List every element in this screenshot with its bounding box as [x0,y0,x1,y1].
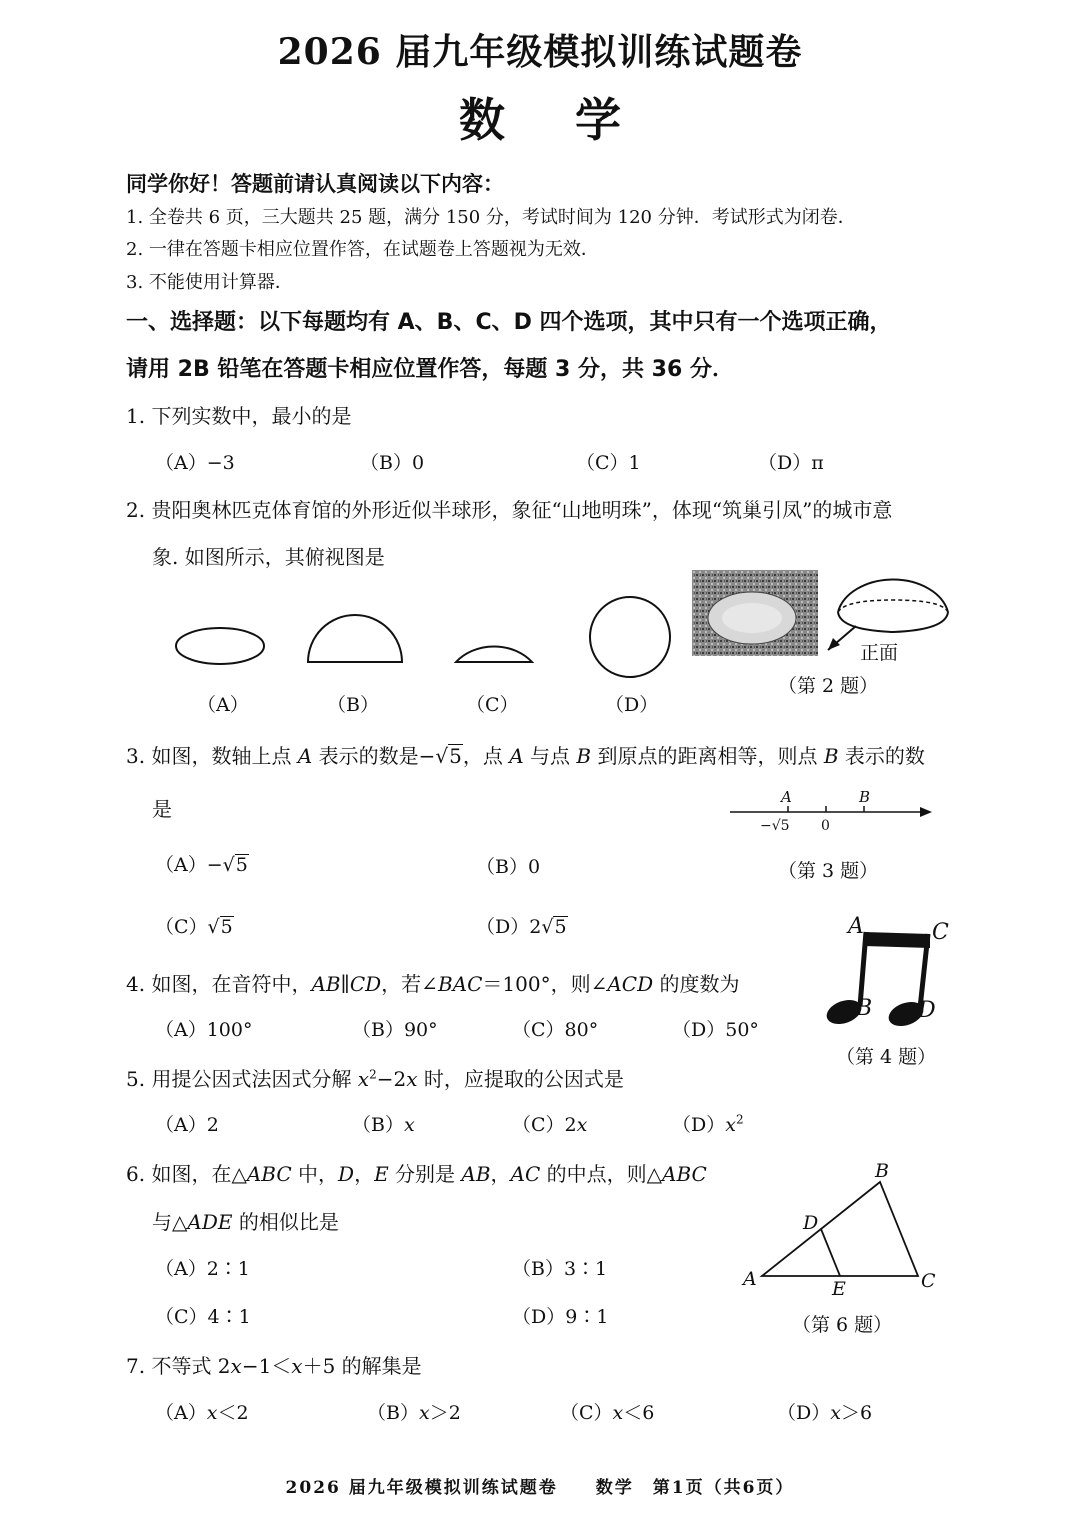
q4-label-c: C [932,920,949,945]
q5-option-c: （C）2x [512,1114,588,1136]
q3-stem-line1: 3. 如图，数轴上点 A 表示的数是−√5，点 A 与点 B 到原点的距离相等，则点 B 表示的数 [126,744,925,768]
q4-option-d: （D）50° [672,1019,759,1041]
q2-shape-d-circle [590,597,670,677]
q2-caption: （第 2 题） [778,675,879,697]
q3-option-c: （C）√5 [155,916,233,938]
q3-stem-line2: 是 [152,797,172,821]
q3-axis-tick-neg: −√5 [760,818,790,834]
q5-option-d: $(D)x^2$ [672,1112,744,1136]
section-heading-line1: 一、选择题：以下每题均有 A、B、C、D 四个选项，其中只有一个选项正确， [126,310,892,335]
q4-label-b: B [856,996,873,1021]
q5-option-a: （A）2 [155,1114,219,1136]
hemisphere-dome [838,580,948,612]
q7-option-c: （C）x＜6 [560,1402,655,1424]
q6-option-a: （A）2∶1 [155,1258,250,1280]
q6-label-c: C [921,1270,936,1292]
q1-stem: 1. 下列实数中，最小的是 [126,404,352,428]
q1-option-b: （B）0 [360,452,425,474]
q2-option-b: （B） [327,694,379,716]
q2-front-label: 正面 [860,642,899,664]
q3-option-a: （A）−√5 [155,854,248,876]
q7-stem: 7. 不等式 2x−1＜x＋5 的解集是 [126,1354,422,1378]
page-footer: 2026 届九年级模拟训练试题卷 数学 第1页（共6页） [285,1478,795,1498]
q6-caption: （第 6 题） [792,1314,893,1336]
q5-stem: 5. 用提公因式法因式分解 $x^2-2x$ 时，应提取的公因式是 [126,1067,624,1091]
front-arrow-head [828,638,840,650]
q7-option-d: （D）x＞6 [777,1402,873,1424]
q6-stem-line1: 6. 如图，在△ABC 中，D，E 分别是 AB，AC 的中点，则△ABC [126,1162,707,1186]
q2-option-d: （D） [605,694,659,716]
q6-stem-line2: 与△ADE 的相似比是 [152,1210,339,1234]
q2-shape-c-arc [456,646,532,662]
note-beam [864,932,930,948]
q5-option-b: （B）x [352,1114,415,1136]
q3-option-d: （D）2√5 [476,916,567,938]
q3-axis-tick-zero: 0 [821,818,830,834]
q1-option-d: （D）π [758,452,824,474]
q4-label-a: A [848,914,864,939]
q4-option-c: （C）80° [512,1019,599,1041]
q3-caption: （第 3 题） [778,860,879,882]
notice-item-2: 2. 一律在答题卡相应位置作答，在试题卷上答题视为无效． [126,239,599,260]
hemisphere-base-back [838,600,948,612]
q7-option-b: （B）x＞2 [367,1402,461,1424]
notice-item-1: 1. 全卷共 6 页，三大题共 25 题，满分 150 分，考试时间为 120 分钟．考试形式为闭卷． [126,207,856,228]
q3-axis-label-b: B [859,788,871,806]
hemisphere-base-front [838,612,948,632]
q6-option-b: （B）3∶1 [512,1258,608,1280]
q1-option-a: （A）−3 [155,452,235,474]
section-heading-line2: 请用 2B 铅笔在答题卡相应位置作答，每题 3 分，共 36 分． [126,357,734,382]
segment-de [821,1229,840,1276]
q6-label-d: D [803,1212,819,1234]
q6-label-b: B [875,1160,889,1182]
triangle-abc [762,1182,918,1276]
q2-option-a: （A） [197,694,249,716]
q2-stem-line2: 象. 如图所示，其俯视图是 [152,545,385,569]
q3-option-b: （B）0 [476,856,541,878]
q4-option-b: （B）90° [352,1019,438,1041]
notice-item-3: 3. 不能使用计算器． [126,272,293,293]
notice-greeting: 同学你好！答题前请认真阅读以下内容： [126,172,504,196]
note-stem-left [860,932,866,1006]
q6-label-e: E [832,1278,846,1300]
q6-option-d: （D）9∶1 [512,1306,609,1328]
q2-stem-line1: 2. 贵阳奥林匹克体育馆的外形近似半球形，象征“山地明珠”，体现“筑巢引凤”的城市意 [126,498,893,522]
q3-axis-label-a: A [781,788,792,806]
page-title: 2026 届九年级模拟训练试题卷 [277,31,803,73]
q2-option-c: （C） [466,694,519,716]
q2-figure [690,568,960,668]
q4-option-a: （A）100° [155,1019,253,1041]
number-line-arrow [920,807,932,817]
subject-title: 数学 [459,93,691,147]
q4-label-d: D [918,998,936,1023]
q2-shape-b-semicircle [308,615,402,662]
q4-stem: 4. 如图，在音符中，AB∥CD，若∠BAC＝100°，则∠ACD 的度数为 [126,972,740,996]
q6-label-a: A [743,1268,757,1290]
q1-option-c: （C）1 [576,452,641,474]
q2-shape-a-ellipse [176,628,264,664]
q7-option-a: （A）x＜2 [155,1402,249,1424]
q6-option-c: （C）4∶1 [155,1306,251,1328]
q4-caption: （第 4 题） [836,1046,937,1068]
